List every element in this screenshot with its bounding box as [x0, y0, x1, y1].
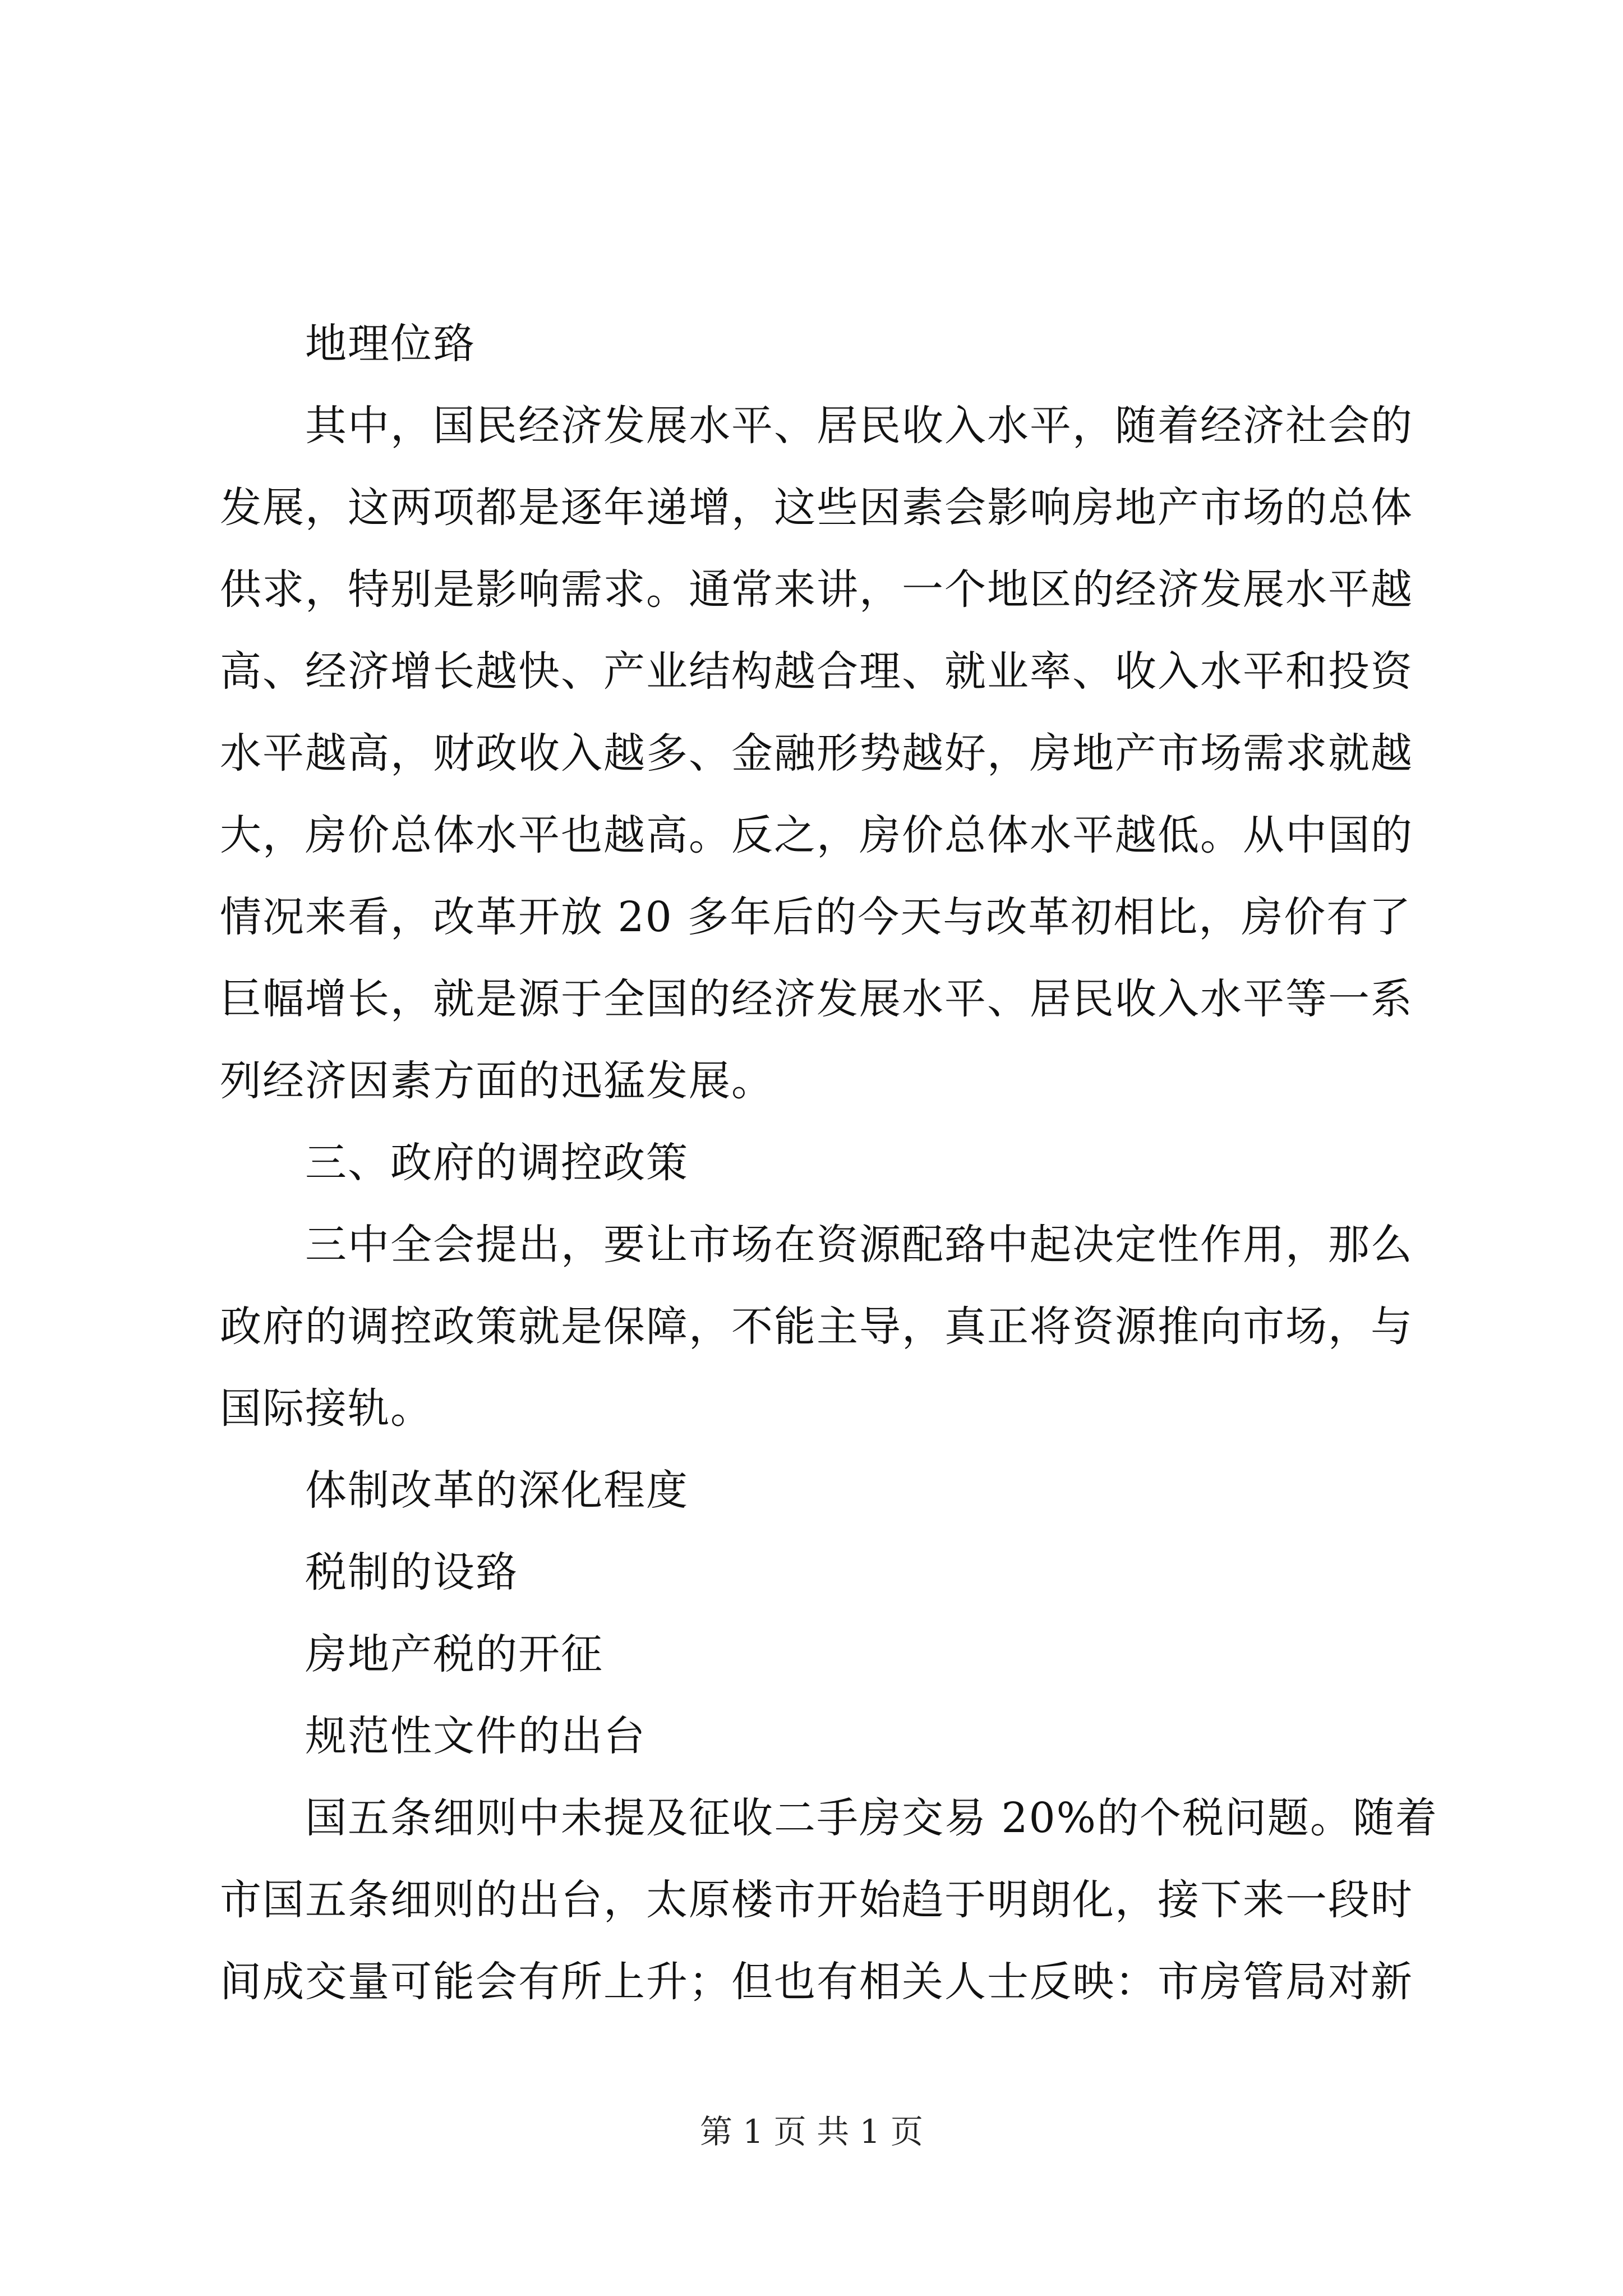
paragraph-line: 列经济因素方面的迅猛发展。	[220, 1057, 774, 1105]
paragraph-line: 其中，国民经济发展水平、居民收入水平，随着经济社会的	[305, 402, 1413, 450]
paragraph-line: 发展，这两项都是逐年递增，这些因素会影响房地产市场的总体	[220, 484, 1413, 532]
heading-location: 地理位臵	[305, 320, 476, 368]
list-item: 规范性文件的出台	[305, 1712, 646, 1760]
paragraph-line: 国五条细则中未提及征收二手房交易 20%的个税问题。随着	[305, 1794, 1438, 1842]
paragraph-line: 三中全会提出，要让市场在资源配臵中起决定性作用，那么	[305, 1221, 1413, 1269]
paragraph-line: 巨幅增长，就是源于全国的经济发展水平、居民收入水平等一系	[220, 975, 1413, 1023]
document-body	[220, 303, 1438, 2023]
paragraph-line: 国际接轨。	[220, 1384, 433, 1433]
list-item: 税制的设臵	[305, 1548, 518, 1596]
paragraph-line: 情况来看，改革开放 20 多年后的今天与改革初相比，房价有了	[220, 893, 1412, 941]
list-item: 房地产税的开征	[305, 1630, 603, 1678]
page-footer: 第 1 页 共 1 页	[700, 2113, 923, 2151]
section-heading: 三、政府的调控政策	[305, 1139, 689, 1187]
paragraph-line: 间成交量可能会有所上升；但也有相关人士反映：市房管局对新	[220, 1958, 1413, 2006]
paragraph-line: 供求，特别是影响需求。通常来讲，一个地区的经济发展水平越	[220, 565, 1413, 614]
list-item: 体制改革的深化程度	[305, 1466, 689, 1515]
paragraph-line: 高、经济增长越快、产业结构越合理、就业率、收入水平和投资	[220, 647, 1413, 696]
paragraph-line: 大，房价总体水平也越高。反之，房价总体水平越低。从中国的	[220, 811, 1413, 859]
paragraph-line: 水平越高，财政收入越多、金融形势越好，房地产市场需求就越	[220, 729, 1413, 777]
paragraph-line: 市国五条细则的出台，太原楼市开始趋于明朗化，接下来一段时	[220, 1876, 1413, 1924]
paragraph-line: 政府的调控政策就是保障，不能主导，真正将资源推向市场，与	[220, 1303, 1413, 1351]
